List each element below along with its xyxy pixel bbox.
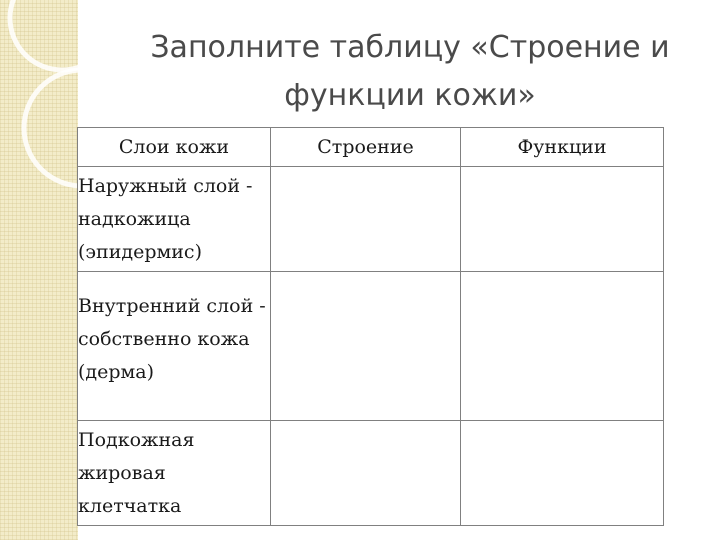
table-row [78, 167, 664, 272]
table-row [78, 272, 664, 421]
structure-cell[interactable] [271, 421, 461, 526]
structure-cell[interactable] [271, 167, 461, 272]
functions-cell[interactable] [461, 272, 664, 421]
functions-cell[interactable] [461, 421, 664, 526]
decorative-side-strip [0, 0, 78, 540]
header-functions: Функции [461, 128, 664, 167]
layer-name-cell: Наружный слой - надкожица (эпидермис) [78, 167, 271, 272]
slide-title: Заполните таблицу «Строение и функции кожи» [150, 30, 670, 113]
layer-name-cell: Подкожная жировая клетчатка [78, 421, 271, 526]
skin-structure-table-container [77, 127, 663, 517]
header-structure: Строение [271, 128, 461, 167]
skin-structure-table [77, 127, 664, 526]
functions-cell[interactable] [461, 167, 664, 272]
swirl-ornament-icon [0, 0, 78, 540]
layer-name-cell: Внутренний слой - собственно кожа (дерма) [78, 272, 271, 421]
table-header-row [78, 128, 664, 167]
structure-cell[interactable] [271, 272, 461, 421]
header-layers: Слои кожи [78, 128, 271, 167]
table-row [78, 421, 664, 526]
